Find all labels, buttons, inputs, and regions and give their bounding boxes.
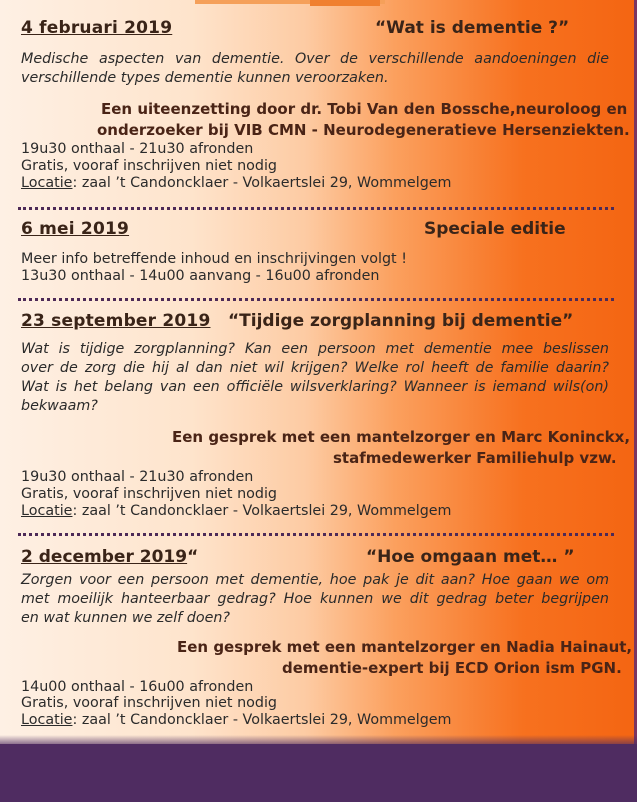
- event-speaker-line: stafmedewerker Familiehulp vzw.: [333, 449, 617, 467]
- event-date: 2 december 2019: [21, 547, 188, 567]
- event-admission: Gratis, vooraf inschrijven niet nodig: [21, 486, 278, 502]
- location-label: Locatie: [21, 712, 73, 728]
- event-location: [21, 175, 452, 192]
- event-speaker-line: Een uiteenzetting door dr. Tobi Van den Bossche,neuroloog en: [101, 100, 628, 118]
- event-description-line: over de zorg die hij al dan niet wil krijgen? Welke rol heeft de familie daarin?: [21, 360, 609, 376]
- event-date-suffix: “: [187, 547, 199, 567]
- footer-band: [0, 744, 637, 802]
- event-speaker-line: Een gesprek met een mantelzorger en Nadia Hainaut,: [177, 638, 633, 656]
- event-date: 6 mei 2019: [21, 219, 130, 239]
- event-date-line: [21, 549, 198, 566]
- location-text: : zaal ’t Candoncklaer - Volkaertslei 29, Wommelgem: [72, 503, 452, 519]
- event-time: 19u30 onthaal - 21u30 afronden: [21, 141, 254, 157]
- event-location: [21, 712, 452, 729]
- location-label: Locatie: [21, 503, 73, 519]
- event-info: Meer info betreffende inhoud en inschrijvingen volgt !: [21, 251, 407, 267]
- top-accent-bar-dark: [310, 0, 380, 6]
- location-text: : zaal ’t Candoncklaer - Volkaertslei 29, Wommelgem: [72, 712, 452, 728]
- location-label: Locatie: [21, 175, 73, 191]
- event-time: 19u30 onthaal - 21u30 afronden: [21, 469, 254, 485]
- event-time: 13u30 onthaal - 14u00 aanvang - 16u00 afronden: [21, 268, 380, 284]
- event-speaker-line: Een gesprek met een mantelzorger en Marc Koninckx,: [172, 428, 631, 446]
- event-speaker-line: dementie-expert bij ECD Orion ism PGN.: [282, 659, 622, 677]
- event-description-line: Wat is tijdige zorgplanning? Kan een persoon met dementie mee beslissen: [21, 341, 609, 357]
- section-divider: [18, 207, 614, 210]
- event-admission: Gratis, vooraf inschrijven niet nodig: [21, 695, 278, 711]
- event-title: “Hoe omgaan met… ”: [366, 547, 575, 567]
- event-location: [21, 503, 452, 520]
- event-description-line: Wat is het belang van een officiële wilsverklaring? Wanneer is iemand wils(on): [21, 379, 609, 395]
- event-description-line: bekwaam?: [21, 398, 98, 414]
- event-admission: Gratis, vooraf inschrijven niet nodig: [21, 158, 278, 174]
- event-description-line: Zorgen voor een persoon met dementie, hoe pak je dit aan? Hoe gaan we om: [21, 572, 609, 588]
- event-title: “Wat is dementie ?”: [375, 18, 570, 38]
- event-time: 14u00 onthaal - 16u00 afronden: [21, 679, 254, 695]
- event-title: “Tijdige zorgplanning bij dementie”: [228, 311, 574, 331]
- event-description-line: en wat kunnen we zelf doen?: [21, 610, 231, 626]
- event-description-line: verschillende types dementie kunnen veroorzaken.: [21, 70, 389, 86]
- location-text: : zaal ’t Candoncklaer - Volkaertslei 29, Wommelgem: [72, 175, 452, 191]
- section-divider: [18, 533, 614, 536]
- section-divider: [18, 298, 614, 301]
- event-title: Speciale editie: [424, 219, 566, 239]
- event-description-line: Medische aspecten van dementie. Over de verschillende aandoeningen die: [21, 51, 609, 67]
- event-date: 23 september 2019: [21, 311, 211, 331]
- event-description-line: met moeilijk hanteerbaar gedrag? Hoe kunnen we dit gedrag beter begrijpen: [21, 591, 609, 607]
- event-speaker-line: onderzoeker bij VIB CMN - Neurodegeneratieve Hersenziekten.: [97, 121, 630, 139]
- event-date: 4 februari 2019: [21, 18, 173, 38]
